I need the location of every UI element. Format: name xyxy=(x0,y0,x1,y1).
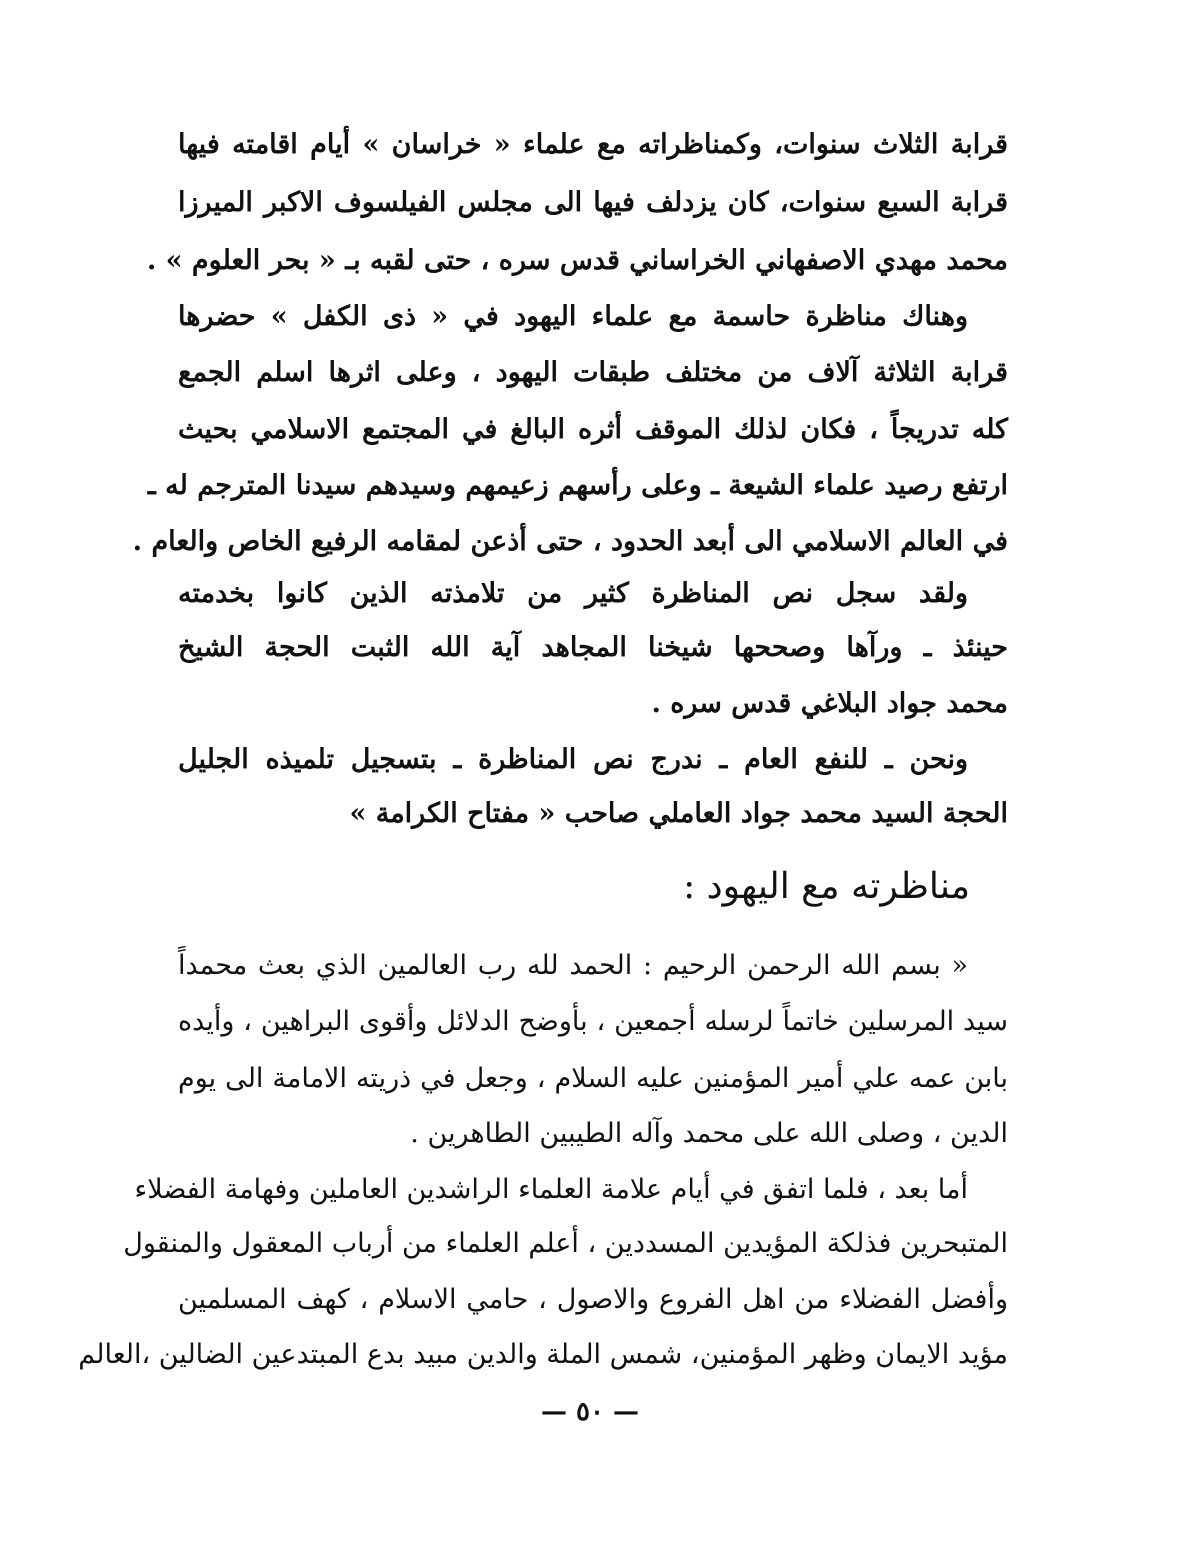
text-line: مؤيد الايمان وظهر المؤمنين، شمس الملة والدين مبيد بدع المبتدعين الضالين ،العالم xyxy=(78,1339,1008,1370)
text-line: وهناك مناظرة حاسمة مع علماء اليهود في « ذى الكفل » حضرها xyxy=(178,301,968,332)
text-line: سيد المرسلين خاتماً لرسله أجمعين ، بأوضح الدلائل وأقوى البراهين ، وأيده xyxy=(178,1006,1008,1037)
text-line: في العالم الاسلامي الى أبعد الحدود ، حتى أذعن لمقامه الرفيع الخاص والعام . xyxy=(132,526,1008,557)
text-line: كله تدريجاً ، فكان لذلك الموقف أثره البالغ في المجتمع الاسلامي بحيث xyxy=(178,414,1008,445)
text-line: ولقد سجل نص المناظرة كثير من تلامذته الذين كانوا بخدمته xyxy=(178,578,968,609)
text-line: قرابة السبع سنوات، كان يزدلف فيها الى مجلس الفيلسوف الاكبر الميرزا xyxy=(178,187,1008,218)
text-line: بابن عمه علي أمير المؤمنين عليه السلام ، وجعل في ذريته الامامة الى يوم xyxy=(178,1063,1008,1094)
text-line: الحجة السيد محمد جواد العاملي صاحب « مفتاح الكرامة » xyxy=(349,798,1008,829)
text-line: وأفضل الفضلاء من اهل الفروع والاصول ، حامي الاسلام ، كهف المسلمين xyxy=(178,1284,1008,1315)
text-line: محمد جواد البلاغي قدس سره . xyxy=(651,688,1008,719)
text-line: حينئذ ـ ورآها وصححها شيخنا المجاهد آية الله الثبت الحجة الشيخ xyxy=(178,632,1008,663)
text-line: الدين ، وصلى الله على محمد وآله الطيبين الطاهرين . xyxy=(410,1118,1008,1149)
text-line: قرابة الثلاث سنوات، وكمناظراته مع علماء « خراسان » أيام اقامته فيها xyxy=(178,129,1008,160)
text-line: ونحن ـ للنفع العام ـ ندرج نص المناظرة ـ بتسجيل تلميذه الجليل xyxy=(178,744,968,775)
text-line: محمد مهدي الاصفهاني الخراساني قدس سره ، حتى لقبه بـ « بحر العلوم » . xyxy=(146,245,1008,276)
text-line: « بسم الله الرحمن الرحيم : الحمد لله رب العالمين الذي بعث محمداً xyxy=(178,950,968,981)
section-heading: مناظرته مع اليهود : xyxy=(683,866,970,907)
text-line: أما بعد ، فلما اتفق في أيام علامة العلماء الراشدين العاملين وفهامة الفضلاء xyxy=(134,1174,968,1205)
page-number: — ٥٠ — xyxy=(540,1397,640,1427)
text-line: المتبحرين فذلكة المؤيدين المسددين ، أعلم العلماء من أرباب المعقول والمنقول xyxy=(123,1228,1008,1259)
text-line: قرابة الثلاثة آلاف من مختلف طبقات اليهود ، وعلى اثرها اسلم الجمع xyxy=(178,357,1008,388)
text-line: ارتفع رصيد علماء الشيعة ـ وعلى رأسهم زعيمهم وسيدهم سيدنا المترجم له ـ xyxy=(147,470,1008,501)
